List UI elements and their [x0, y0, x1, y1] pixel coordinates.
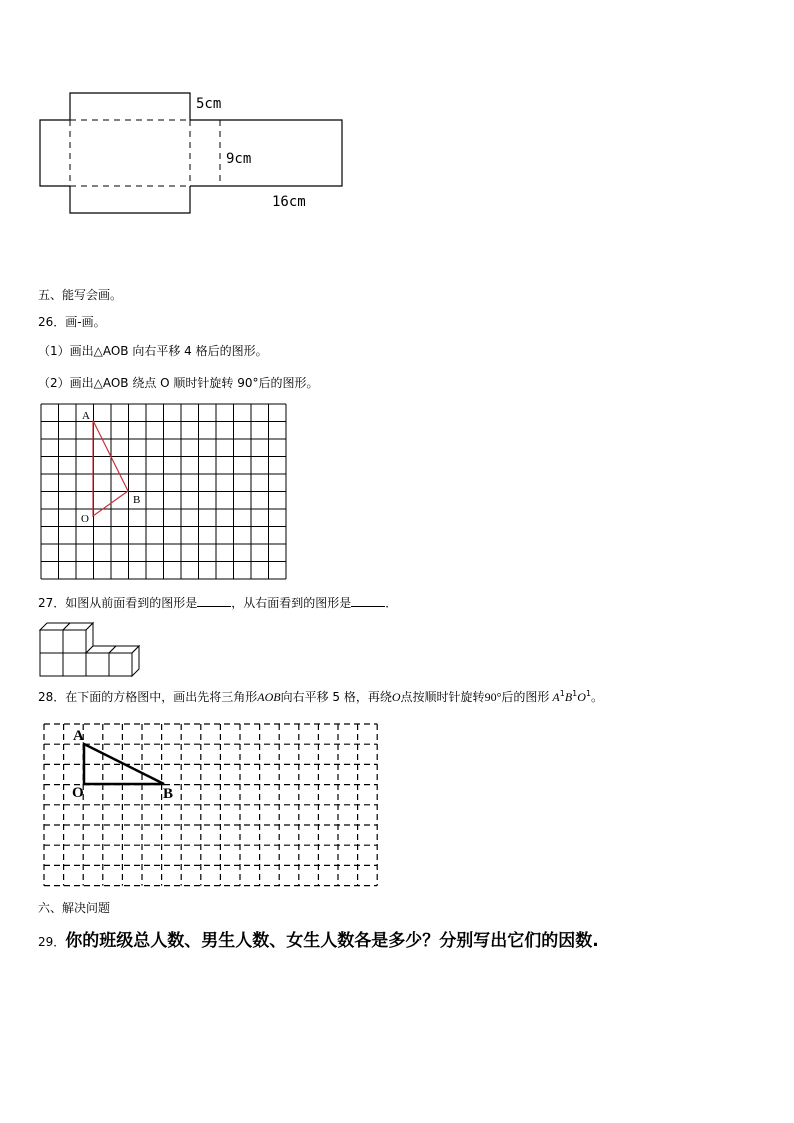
q26-label-a: A	[82, 410, 90, 422]
q28-sup-b: 1	[572, 689, 578, 698]
section5-title: 五、能写会画。	[38, 288, 123, 302]
label-9cm: 9cm	[226, 151, 252, 167]
q27-blank-front[interactable]	[197, 594, 231, 607]
q28-label-a: A	[73, 728, 84, 744]
q28-image-b: B	[564, 690, 573, 704]
q29-number: 29．	[38, 935, 66, 949]
q28-center: O	[391, 690, 401, 704]
q26-part2: （2）画出△AOB 绕点 O 顺时针旋转 90°后的图形。	[38, 376, 319, 390]
q28-middle1: 向右平移 5 格，再绕	[280, 690, 392, 704]
q28-middle3: 后的图形	[501, 690, 550, 704]
q27-question	[38, 594, 397, 611]
q28-angle: 90°	[484, 690, 502, 704]
q28-middle2: 点按顺时针旋转	[400, 690, 485, 704]
label-16cm: 16cm	[272, 194, 306, 210]
q27-prefix: 27．如图从前面看到的图形是	[38, 596, 198, 610]
q27-middle: ，从右面看到的图形是	[231, 596, 352, 610]
q28-suffix: 。	[591, 690, 604, 704]
q26-label-o: O	[81, 513, 89, 525]
q27-blank-right[interactable]	[351, 594, 385, 607]
section6-title: 六、解决问题	[38, 901, 111, 915]
q26-title: 26．画-画。	[38, 315, 106, 329]
q28-prefix: 28．在下面的方格图中，画出先将三角形	[38, 690, 258, 704]
label-5cm: 5cm	[196, 96, 222, 112]
q28-shape: AOB	[257, 690, 281, 704]
q28-dashed-grid	[40, 720, 384, 890]
q27-cube-figure	[38, 619, 150, 679]
q28-sup-o: 1	[585, 689, 592, 698]
q26-part1: （1）画出△AOB 向右平移 4 格后的图形。	[38, 344, 268, 358]
q27-suffix: ．	[385, 596, 398, 610]
q29-text: 你的班级总人数、男生人数、女生人数各是多少？分别写出它们的因数.	[65, 931, 599, 951]
q29-question	[38, 930, 599, 952]
q28-label-b: B	[163, 786, 174, 802]
q26-grid	[40, 403, 288, 583]
q28-question	[38, 686, 603, 705]
q26-label-b: B	[133, 494, 141, 506]
q28-image-a: A	[552, 690, 560, 704]
q28-label-o: O	[72, 785, 84, 801]
q28-image-o: O	[577, 690, 586, 704]
q28-sup-a: 1	[559, 689, 565, 698]
